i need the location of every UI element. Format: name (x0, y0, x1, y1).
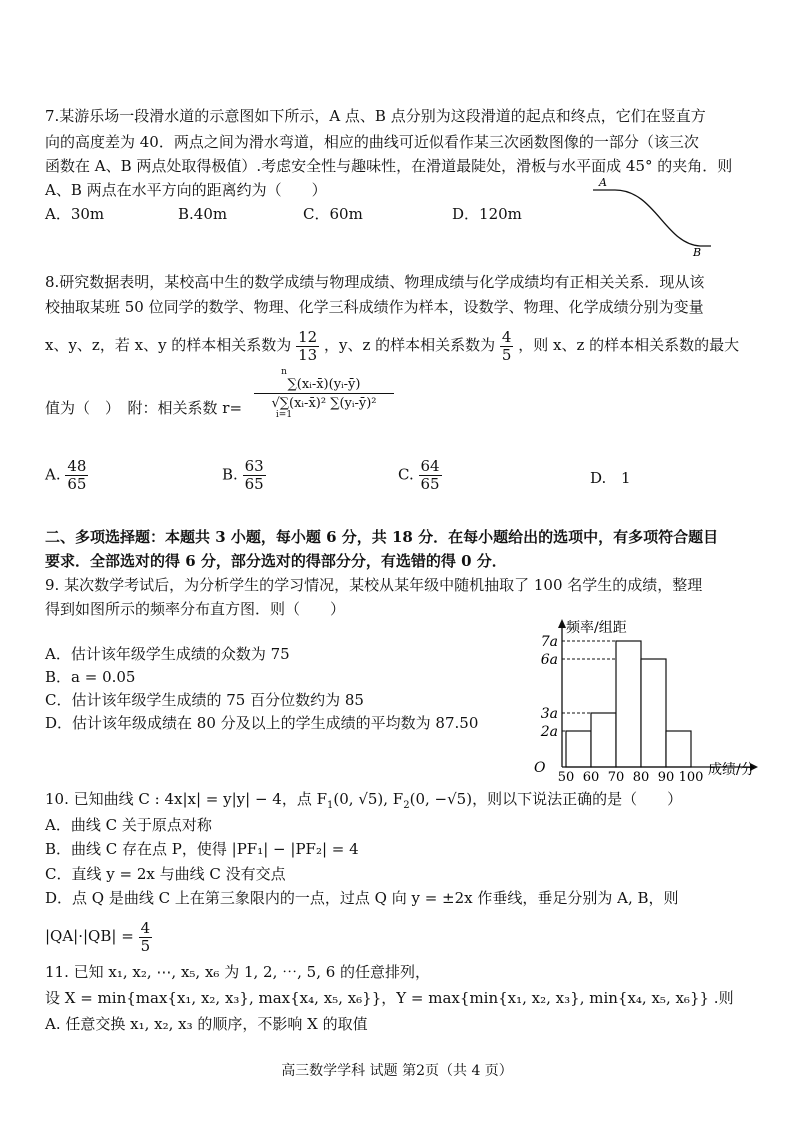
q10-line1-a: 10. 已知曲线 C : 4x|x| = y|y| − 4，点 F (45, 790, 328, 808)
q8-option-a-letter: A. (45, 465, 61, 484)
q8-option-a-num: 48 (67, 457, 87, 475)
label-a: A (599, 176, 607, 189)
frac1-den: 13 (298, 345, 318, 364)
histogram-bar-50-60 (566, 731, 591, 767)
q9-option-a: A．估计该年级学生成绩的众数为 75 (45, 645, 290, 663)
q10-option-a: A．曲线 C 关于原点对称 (45, 816, 212, 834)
frac1-num: 12 (298, 327, 318, 346)
frequency-histogram (522, 614, 772, 784)
page-footer: 高三数学学科 试题 第2页（共 4 页） (281, 1063, 513, 1079)
q10-line1 (45, 789, 682, 816)
y-tick-6a: 6a (540, 652, 558, 668)
q8-option-d-letter: D. (590, 469, 607, 487)
q9-option-c: C．估计该年级学生成绩的 75 百分位数约为 85 (45, 691, 364, 709)
q8-option-c-letter: C. (398, 465, 414, 484)
x-tick-100: 100 (678, 770, 704, 784)
q10-option-b: B．曲线 C 存在点 P，使得 |PF₁| − |PF₂| = 4 (45, 840, 359, 858)
label-b: B (693, 246, 702, 259)
q8-option-a-den: 65 (67, 475, 87, 493)
q8-line1: 8.研究数据表明，某校高中生的数学成绩与物理成绩、物理成绩与化学成绩均有正相关关系．现从该 (45, 273, 705, 291)
frac2-den: 5 (501, 345, 512, 364)
q8-option-b-den: 65 (244, 475, 264, 493)
q7-option-b: B.40m (178, 205, 228, 223)
q10-option-d-tail (45, 918, 152, 955)
q9-option-d: D．估计该年级成绩在 80 分及以上的学生成绩的平均数为 87.50 (45, 714, 479, 732)
y-axis-arrow (558, 619, 566, 628)
q8-fraction-2 (500, 329, 514, 364)
q11-option-a: A. 任意交换 x₁, x₂, x₃ 的顺序，不影响 X 的取值 (45, 1015, 368, 1033)
q9-line2: 得到如图所示的频率分布直方图．则（ ） (45, 600, 346, 618)
q10-d-fraction (139, 920, 153, 955)
q8-option-a-fraction (65, 458, 88, 493)
q8-line3 (45, 327, 739, 364)
q8-option-d-value: 1 (621, 469, 631, 487)
q8-option-b-num: 63 (244, 457, 264, 475)
x-tick-50: 50 (557, 770, 575, 784)
q8-line3-b: ，y、z 的样本相关系数为 (323, 336, 496, 354)
slide-curve (593, 190, 711, 246)
slide-curve-figure (585, 176, 720, 261)
q7-option-a: A．30m (45, 205, 105, 223)
q8-option-c-fraction (419, 458, 442, 493)
x-tick-labels (558, 770, 704, 784)
q8-line4: 值为（ ） 附：相关系数 r= (45, 399, 243, 417)
q10-line1-c: (0, −√5)，则以下说法正确的是（ ） (409, 790, 683, 808)
q10-d-num: 4 (140, 918, 151, 937)
y-axis-label: 频率/组距 (566, 620, 627, 636)
formula-denominator: √∑(xᵢ-x̄)² ∑(yᵢ-ȳ)² (271, 396, 377, 411)
q7-line3: 函数在 A、B 两点处取得极值）.考虑安全性与趣味性，在滑道最陡处，滑板与水平面成 45° 的夹角．则 (45, 157, 733, 175)
q7-option-d: D．120m (452, 205, 522, 223)
formula-numerator: ∑(xᵢ-x̄)(yᵢ-ȳ) (254, 377, 394, 394)
histogram-bar-60-70 (591, 713, 616, 767)
q7-line2: 向的高度差为 40．两点之间为滑水弯道，相应的曲线可近似看作某三次函数图像的一部分（该三次 (45, 133, 699, 151)
y-tick-3a: 3a (540, 706, 558, 722)
q8-option-b-letter: B. (222, 465, 238, 484)
q8-line3-c: ，则 x、z 的样本相关系数的最大 (518, 336, 740, 354)
x-tick-90: 90 (657, 770, 675, 784)
y-tick-2a: 2a (540, 724, 558, 740)
q8-line3-a: x、y、z，若 x、y 的样本相关系数为 (45, 336, 292, 354)
q10-d-tail-text: |QA|·|QB| = (45, 927, 134, 945)
frac2-num: 4 (501, 327, 512, 346)
q8-option-b (222, 458, 266, 493)
q7-line4: A、B 两点在水平方向的距离约为（ ） (45, 181, 327, 199)
origin-label: O (534, 760, 546, 776)
histogram-bar-70-80 (616, 641, 641, 767)
q10-option-d: D．点 Q 是曲线 C 上在第三象限内的一点，过点 Q 向 y = ±2x 作垂线，垂足分别为 A, B，则 (45, 889, 679, 907)
q10-option-c: C．直线 y = 2x 与曲线 C 没有交点 (45, 865, 286, 883)
q10-line1-b: (0, √5), F (333, 790, 404, 808)
section2-line2: 要求．全部选对的得 6 分，部分选对的得部分分，有选错的得 0 分． (45, 552, 507, 570)
x-tick-70: 70 (607, 770, 625, 784)
q8-option-c-den: 65 (420, 475, 440, 493)
q8-fraction-1 (296, 329, 319, 364)
q8-option-c (398, 458, 442, 493)
q9-line1: 9. 某次数学考试后，为分析学生的学习情况，某校从某年级中随机抽取了 100 名学生的成绩，整理 (45, 576, 703, 594)
sum-top-label: n (281, 367, 287, 377)
q11-line2: 设 X = min{max{x₁, x₂, x₃}, max{x₄, x₅, x₆}}，Y = max{min{x₁, x₂, x₃}, min{x₄, x₅, x₆}} .则 (45, 989, 734, 1007)
q10-sub1: 1 (327, 800, 334, 811)
q11-line1: 11. 已知 x₁, x₂, ⋯, x₅, x₆ 为 1, 2, ⋯, 5, 6 的任意排列， (45, 963, 431, 981)
x-tick-80: 80 (632, 770, 650, 784)
correlation-formula (254, 368, 394, 420)
q7-line1: 7.某游乐场一段滑水道的示意图如下所示，A 点、B 点分别为这段滑道的起点和终点，它们在竖直方 (45, 107, 706, 125)
x-tick-60: 60 (582, 770, 600, 784)
q10-d-den: 5 (140, 936, 151, 955)
q9-option-b: B．a = 0.05 (45, 668, 136, 686)
y-tick-labels (540, 634, 558, 740)
q8-option-b-fraction (243, 458, 266, 493)
q8-option-d (590, 468, 631, 488)
q10-sub2: 2 (403, 800, 410, 811)
q7-option-c: C．60m (303, 205, 363, 223)
x-axis-label: 成绩/分 (708, 762, 755, 778)
histogram-bars (566, 641, 691, 767)
q8-option-a (45, 458, 88, 493)
histogram-bar-80-90 (641, 659, 666, 767)
histogram-bar-90-100 (666, 731, 691, 767)
section2-line1: 二、多项选择题：本题共 3 小题，每小题 6 分，共 18 分．在每小题给出的选项中，有多项符合题目 (45, 528, 719, 546)
y-tick-7a: 7a (540, 634, 558, 650)
q8-option-c-num: 64 (420, 457, 440, 475)
q8-line2: 校抽取某班 50 位同学的数学、物理、化学三科成绩作为样本，设数学、物理、化学成绩分别为变量 (45, 298, 704, 316)
sum-bottom-label: i=1 (275, 410, 293, 420)
